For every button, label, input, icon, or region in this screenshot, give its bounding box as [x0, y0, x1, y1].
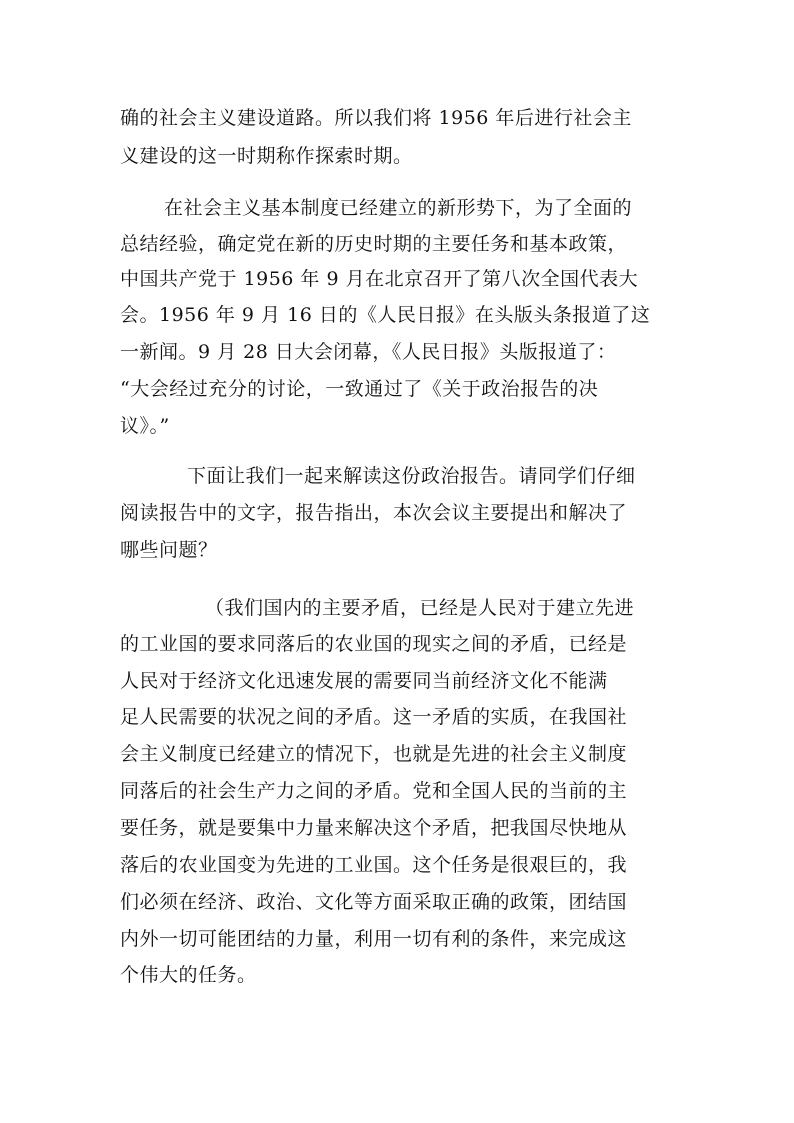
- text-line: （我们国内的主要矛盾，已经是人民对于建立先进: [205, 597, 635, 619]
- text-line: 足人民需要的状况之间的矛盾。这一矛盾的实质，在我国社: [120, 706, 628, 728]
- text-line: 哪些问题？: [120, 539, 218, 561]
- text-line: 同落后的社会生产力之间的矛盾。党和全国人民的当前的主: [120, 780, 628, 802]
- text-line: 们必须在经济、政治、文化等方面采取正确的政策，团结国: [120, 891, 628, 913]
- text-line: 下面让我们一起来解读这份政治报告。请同学们仔细: [187, 465, 636, 487]
- text-line: 一新闻。9 月 28 日大会闭幕，《人民日报》头版报道了：: [120, 341, 617, 363]
- text-line: 人民对于经济文化迅速发展的需要同当前经济文化不能满: [120, 670, 608, 692]
- text-line: 会。1956 年 9 月 16 日的《人民日报》在头版头条报道了这: [120, 304, 651, 326]
- text-line: 阅读报告中的文字，报告指出，本次会议主要提出和解决了: [120, 502, 628, 524]
- text-line: 内外一切可能团结的力量，利用一切有利的条件，来完成这: [120, 928, 628, 950]
- text-line: 个伟大的任务。: [120, 964, 257, 986]
- text-line: “大会经过充分的讨论，一致通过了《关于政治报告的决: [120, 378, 599, 400]
- text-line: 议》。”: [120, 415, 170, 437]
- text-line: 义建设的这一时期称作探索时期。: [120, 145, 413, 167]
- text-line: 要任务，就是要集中力量来解决这个矛盾，把我国尽快地从: [120, 817, 628, 839]
- text-line: 总结经验，确定党在新的历史时期的主要任务和基本政策，: [120, 233, 628, 255]
- text-line: 落后的农业国变为先进的工业国。这个任务是很艰巨的，我: [120, 854, 628, 876]
- text-line: 在社会主义基本制度已经建立的新形势下，为了全面的: [164, 197, 633, 219]
- text-line: 的工业国的要求同落后的农业国的现实之间的矛盾，已经是: [120, 633, 628, 655]
- text-line: 中国共产党于 1956 年 9 月在北京召开了第八次全国代表大: [120, 268, 639, 290]
- text-line: 会主义制度已经建立的情况下，也就是先进的社会主义制度: [120, 743, 628, 765]
- text-line: 确的社会主义建设道路。所以我们将 1956 年后进行社会主: [120, 107, 632, 129]
